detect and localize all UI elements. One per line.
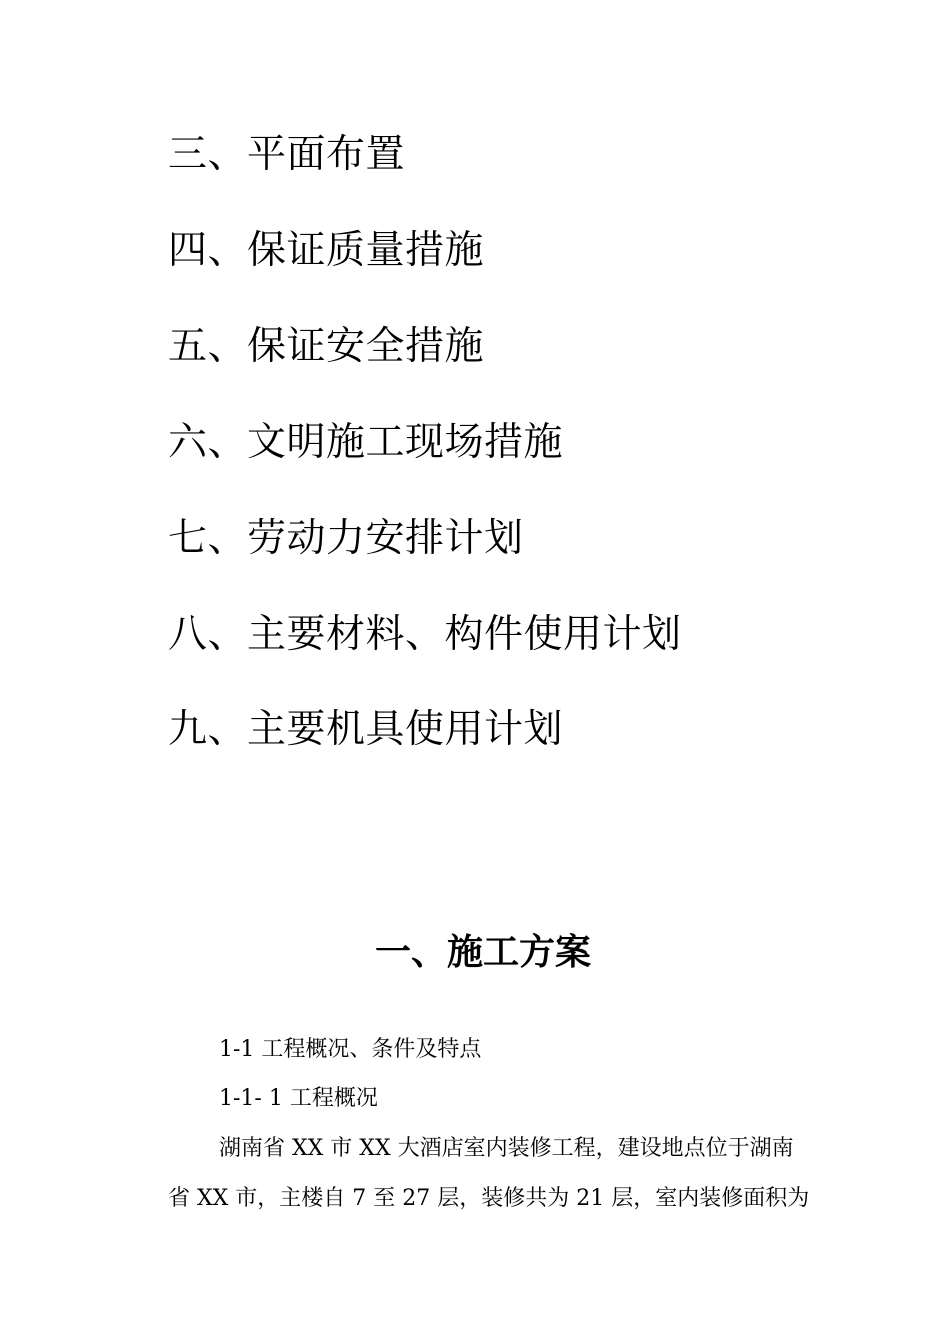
toc-item-4: 四、保证质量措施 — [168, 228, 485, 273]
toc-item-3: 三、平面布置 — [168, 132, 406, 177]
toc-item-5: 五、保证安全措施 — [168, 324, 485, 369]
toc-item-8: 八、主要材料、构件使用计划 — [168, 612, 682, 657]
toc-item-9: 九、主要机具使用计划 — [168, 707, 564, 752]
toc-item-7: 七、劳动力安排计划 — [168, 516, 524, 561]
paragraph-line-2: 省 XX 市，主楼自 7 至 27 层，装修共为 21 层，室内装修面积为 — [168, 1186, 810, 1211]
toc-item-6: 六、文明施工现场措施 — [168, 420, 564, 465]
subsection-heading: 1-1 工程概况、条件及特点 — [219, 1037, 482, 1062]
paragraph-line-1: 湖南省 XX 市 XX 大酒店室内装修工程，建设地点位于湖南 — [219, 1136, 794, 1161]
section-title: 一、施工方案 — [374, 931, 591, 973]
sub-subsection-heading: 1-1- 1 工程概况 — [219, 1086, 378, 1111]
